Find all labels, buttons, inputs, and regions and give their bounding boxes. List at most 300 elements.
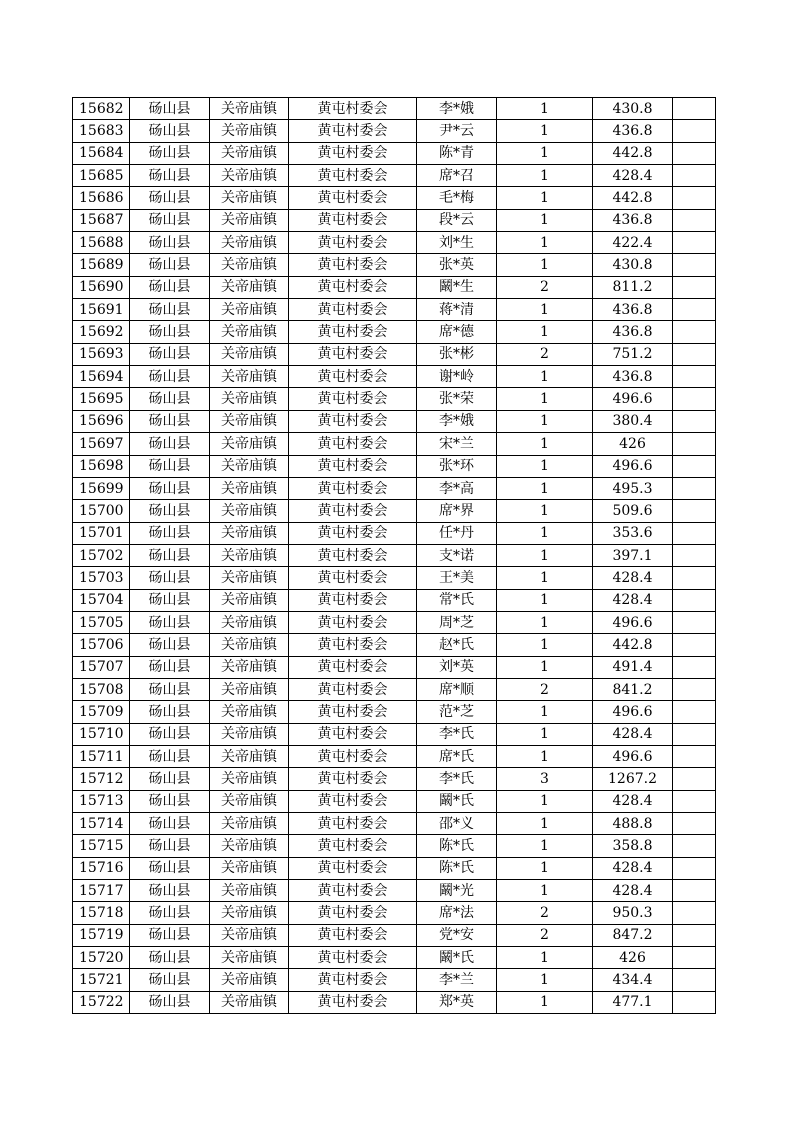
amount-cell: 495.3 bbox=[593, 477, 673, 499]
amount-cell: 509.6 bbox=[593, 500, 673, 522]
table-row bbox=[73, 455, 716, 477]
county-cell: 砀山县 bbox=[130, 142, 210, 164]
note-cell bbox=[673, 969, 716, 991]
name-cell: 毛*梅 bbox=[417, 187, 497, 209]
town-cell: 关帝庙镇 bbox=[210, 120, 289, 142]
county-cell: 砀山县 bbox=[130, 701, 210, 723]
table-row bbox=[73, 544, 716, 566]
amount-cell: 496.6 bbox=[593, 745, 673, 767]
note-cell bbox=[673, 723, 716, 745]
county-cell: 砀山县 bbox=[130, 410, 210, 432]
note-cell bbox=[673, 455, 716, 477]
note-cell bbox=[673, 947, 716, 969]
count-cell: 1 bbox=[497, 611, 593, 633]
note-cell bbox=[673, 142, 716, 164]
name-cell: 李*氏 bbox=[417, 768, 497, 790]
count-cell: 1 bbox=[497, 455, 593, 477]
note-cell bbox=[673, 835, 716, 857]
record-number: 15684 bbox=[73, 142, 130, 164]
amount-cell: 434.4 bbox=[593, 969, 673, 991]
county-cell: 砀山县 bbox=[130, 745, 210, 767]
name-cell: 蒋*清 bbox=[417, 299, 497, 321]
county-cell: 砀山县 bbox=[130, 947, 210, 969]
table-row bbox=[73, 835, 716, 857]
count-cell: 2 bbox=[497, 924, 593, 946]
name-cell: 席*法 bbox=[417, 902, 497, 924]
note-cell bbox=[673, 187, 716, 209]
note-cell bbox=[673, 254, 716, 276]
town-cell: 关帝庙镇 bbox=[210, 902, 289, 924]
note-cell bbox=[673, 701, 716, 723]
town-cell: 关帝庙镇 bbox=[210, 790, 289, 812]
county-cell: 砀山县 bbox=[130, 321, 210, 343]
village-cell: 黄屯村委会 bbox=[289, 455, 417, 477]
count-cell: 1 bbox=[497, 947, 593, 969]
table-row bbox=[73, 567, 716, 589]
record-number: 15710 bbox=[73, 723, 130, 745]
table-row bbox=[73, 165, 716, 187]
county-cell: 砀山县 bbox=[130, 656, 210, 678]
count-cell: 1 bbox=[497, 880, 593, 902]
amount-cell: 428.4 bbox=[593, 589, 673, 611]
county-cell: 砀山县 bbox=[130, 500, 210, 522]
note-cell bbox=[673, 902, 716, 924]
record-number: 15721 bbox=[73, 969, 130, 991]
amount-cell: 488.8 bbox=[593, 813, 673, 835]
name-cell: 谢*岭 bbox=[417, 366, 497, 388]
count-cell: 1 bbox=[497, 567, 593, 589]
note-cell bbox=[673, 880, 716, 902]
table-row bbox=[73, 656, 716, 678]
town-cell: 关帝庙镇 bbox=[210, 388, 289, 410]
table-row bbox=[73, 589, 716, 611]
record-number: 15704 bbox=[73, 589, 130, 611]
record-number: 15716 bbox=[73, 857, 130, 879]
count-cell: 1 bbox=[497, 120, 593, 142]
name-cell: 陈*氏 bbox=[417, 835, 497, 857]
note-cell bbox=[673, 477, 716, 499]
note-cell bbox=[673, 388, 716, 410]
amount-cell: 477.1 bbox=[593, 991, 673, 1013]
table-row bbox=[73, 790, 716, 812]
county-cell: 砀山县 bbox=[130, 678, 210, 700]
record-number: 15685 bbox=[73, 165, 130, 187]
note-cell bbox=[673, 120, 716, 142]
record-number: 15722 bbox=[73, 991, 130, 1013]
record-number: 15688 bbox=[73, 232, 130, 254]
town-cell: 关帝庙镇 bbox=[210, 433, 289, 455]
name-cell: 李*娥 bbox=[417, 98, 497, 120]
amount-cell: 428.4 bbox=[593, 567, 673, 589]
name-cell: 郑*英 bbox=[417, 991, 497, 1013]
table-row bbox=[73, 120, 716, 142]
count-cell: 1 bbox=[497, 656, 593, 678]
village-cell: 黄屯村委会 bbox=[289, 924, 417, 946]
amount-cell: 442.8 bbox=[593, 142, 673, 164]
record-number: 15713 bbox=[73, 790, 130, 812]
village-cell: 黄屯村委会 bbox=[289, 991, 417, 1013]
name-cell: 席*德 bbox=[417, 321, 497, 343]
note-cell bbox=[673, 522, 716, 544]
name-cell: 席*氏 bbox=[417, 745, 497, 767]
village-cell: 黄屯村委会 bbox=[289, 142, 417, 164]
name-cell: 常*氏 bbox=[417, 589, 497, 611]
amount-cell: 811.2 bbox=[593, 276, 673, 298]
count-cell: 1 bbox=[497, 165, 593, 187]
town-cell: 关帝庙镇 bbox=[210, 991, 289, 1013]
record-number: 15693 bbox=[73, 343, 130, 365]
table-row bbox=[73, 701, 716, 723]
village-cell: 黄屯村委会 bbox=[289, 656, 417, 678]
county-cell: 砀山县 bbox=[130, 232, 210, 254]
county-cell: 砀山县 bbox=[130, 299, 210, 321]
amount-cell: 430.8 bbox=[593, 254, 673, 276]
county-cell: 砀山县 bbox=[130, 388, 210, 410]
note-cell bbox=[673, 790, 716, 812]
record-number: 15715 bbox=[73, 835, 130, 857]
village-cell: 黄屯村委会 bbox=[289, 98, 417, 120]
town-cell: 关帝庙镇 bbox=[210, 500, 289, 522]
count-cell: 1 bbox=[497, 321, 593, 343]
record-number: 15714 bbox=[73, 813, 130, 835]
table-row bbox=[73, 813, 716, 835]
town-cell: 关帝庙镇 bbox=[210, 544, 289, 566]
table-row bbox=[73, 209, 716, 231]
note-cell bbox=[673, 433, 716, 455]
count-cell: 1 bbox=[497, 232, 593, 254]
amount-cell: 950.3 bbox=[593, 902, 673, 924]
note-cell bbox=[673, 410, 716, 432]
name-cell: 鬫*生 bbox=[417, 276, 497, 298]
table-row bbox=[73, 991, 716, 1013]
record-number: 15696 bbox=[73, 410, 130, 432]
name-cell: 鬫*氏 bbox=[417, 790, 497, 812]
county-cell: 砀山县 bbox=[130, 723, 210, 745]
record-number: 15705 bbox=[73, 611, 130, 633]
note-cell bbox=[673, 299, 716, 321]
village-cell: 黄屯村委会 bbox=[289, 835, 417, 857]
amount-cell: 426 bbox=[593, 947, 673, 969]
village-cell: 黄屯村委会 bbox=[289, 969, 417, 991]
name-cell: 邵*义 bbox=[417, 813, 497, 835]
county-cell: 砀山县 bbox=[130, 835, 210, 857]
amount-cell: 428.4 bbox=[593, 165, 673, 187]
village-cell: 黄屯村委会 bbox=[289, 254, 417, 276]
amount-cell: 426 bbox=[593, 433, 673, 455]
count-cell: 1 bbox=[497, 500, 593, 522]
town-cell: 关帝庙镇 bbox=[210, 321, 289, 343]
village-cell: 黄屯村委会 bbox=[289, 745, 417, 767]
village-cell: 黄屯村委会 bbox=[289, 366, 417, 388]
county-cell: 砀山县 bbox=[130, 857, 210, 879]
table-row bbox=[73, 768, 716, 790]
note-cell bbox=[673, 98, 716, 120]
name-cell: 陈*氏 bbox=[417, 857, 497, 879]
name-cell: 席*召 bbox=[417, 165, 497, 187]
name-cell: 张*环 bbox=[417, 455, 497, 477]
village-cell: 黄屯村委会 bbox=[289, 567, 417, 589]
town-cell: 关帝庙镇 bbox=[210, 723, 289, 745]
town-cell: 关帝庙镇 bbox=[210, 656, 289, 678]
county-cell: 砀山县 bbox=[130, 768, 210, 790]
village-cell: 黄屯村委会 bbox=[289, 343, 417, 365]
amount-cell: 428.4 bbox=[593, 723, 673, 745]
record-number: 15707 bbox=[73, 656, 130, 678]
town-cell: 关帝庙镇 bbox=[210, 455, 289, 477]
village-cell: 黄屯村委会 bbox=[289, 857, 417, 879]
table-row bbox=[73, 98, 716, 120]
table-row bbox=[73, 276, 716, 298]
town-cell: 关帝庙镇 bbox=[210, 165, 289, 187]
town-cell: 关帝庙镇 bbox=[210, 947, 289, 969]
record-number: 15717 bbox=[73, 880, 130, 902]
name-cell: 范*芝 bbox=[417, 701, 497, 723]
record-number: 15708 bbox=[73, 678, 130, 700]
count-cell: 1 bbox=[497, 209, 593, 231]
count-cell: 2 bbox=[497, 902, 593, 924]
count-cell: 3 bbox=[497, 768, 593, 790]
amount-cell: 428.4 bbox=[593, 790, 673, 812]
town-cell: 关帝庙镇 bbox=[210, 813, 289, 835]
county-cell: 砀山县 bbox=[130, 433, 210, 455]
record-number: 15695 bbox=[73, 388, 130, 410]
name-cell: 赵*氏 bbox=[417, 634, 497, 656]
record-number: 15711 bbox=[73, 745, 130, 767]
record-number: 15690 bbox=[73, 276, 130, 298]
county-cell: 砀山县 bbox=[130, 790, 210, 812]
town-cell: 关帝庙镇 bbox=[210, 410, 289, 432]
town-cell: 关帝庙镇 bbox=[210, 477, 289, 499]
note-cell bbox=[673, 544, 716, 566]
note-cell bbox=[673, 634, 716, 656]
count-cell: 1 bbox=[497, 98, 593, 120]
count-cell: 1 bbox=[497, 745, 593, 767]
town-cell: 关帝庙镇 bbox=[210, 969, 289, 991]
amount-cell: 436.8 bbox=[593, 366, 673, 388]
name-cell: 党*安 bbox=[417, 924, 497, 946]
table-row bbox=[73, 254, 716, 276]
record-number: 15686 bbox=[73, 187, 130, 209]
village-cell: 黄屯村委会 bbox=[289, 880, 417, 902]
record-number: 15720 bbox=[73, 947, 130, 969]
record-number: 15691 bbox=[73, 299, 130, 321]
note-cell bbox=[673, 611, 716, 633]
amount-cell: 442.8 bbox=[593, 634, 673, 656]
village-cell: 黄屯村委会 bbox=[289, 321, 417, 343]
record-number: 15706 bbox=[73, 634, 130, 656]
town-cell: 关帝庙镇 bbox=[210, 343, 289, 365]
note-cell bbox=[673, 500, 716, 522]
name-cell: 刘*英 bbox=[417, 656, 497, 678]
note-cell bbox=[673, 924, 716, 946]
county-cell: 砀山县 bbox=[130, 522, 210, 544]
amount-cell: 428.4 bbox=[593, 880, 673, 902]
county-cell: 砀山县 bbox=[130, 902, 210, 924]
name-cell: 刘*生 bbox=[417, 232, 497, 254]
count-cell: 1 bbox=[497, 634, 593, 656]
count-cell: 1 bbox=[497, 701, 593, 723]
county-cell: 砀山县 bbox=[130, 924, 210, 946]
town-cell: 关帝庙镇 bbox=[210, 589, 289, 611]
count-cell: 1 bbox=[497, 522, 593, 544]
count-cell: 1 bbox=[497, 299, 593, 321]
count-cell: 1 bbox=[497, 857, 593, 879]
name-cell: 席*界 bbox=[417, 500, 497, 522]
amount-cell: 1267.2 bbox=[593, 768, 673, 790]
town-cell: 关帝庙镇 bbox=[210, 187, 289, 209]
roster-body bbox=[73, 98, 716, 1014]
count-cell: 1 bbox=[497, 589, 593, 611]
county-cell: 砀山县 bbox=[130, 969, 210, 991]
village-cell: 黄屯村委会 bbox=[289, 187, 417, 209]
count-cell: 1 bbox=[497, 433, 593, 455]
name-cell: 周*芝 bbox=[417, 611, 497, 633]
name-cell: 张*荣 bbox=[417, 388, 497, 410]
amount-cell: 428.4 bbox=[593, 857, 673, 879]
table-row bbox=[73, 366, 716, 388]
record-number: 15698 bbox=[73, 455, 130, 477]
name-cell: 李*兰 bbox=[417, 969, 497, 991]
note-cell bbox=[673, 209, 716, 231]
county-cell: 砀山县 bbox=[130, 589, 210, 611]
village-cell: 黄屯村委会 bbox=[289, 902, 417, 924]
count-cell: 2 bbox=[497, 276, 593, 298]
table-row bbox=[73, 880, 716, 902]
count-cell: 1 bbox=[497, 991, 593, 1013]
record-number: 15718 bbox=[73, 902, 130, 924]
name-cell: 段*云 bbox=[417, 209, 497, 231]
record-number: 15687 bbox=[73, 209, 130, 231]
town-cell: 关帝庙镇 bbox=[210, 366, 289, 388]
village-cell: 黄屯村委会 bbox=[289, 723, 417, 745]
county-cell: 砀山县 bbox=[130, 544, 210, 566]
count-cell: 1 bbox=[497, 254, 593, 276]
table-row bbox=[73, 857, 716, 879]
amount-cell: 442.8 bbox=[593, 187, 673, 209]
note-cell bbox=[673, 678, 716, 700]
county-cell: 砀山县 bbox=[130, 276, 210, 298]
amount-cell: 422.4 bbox=[593, 232, 673, 254]
village-cell: 黄屯村委会 bbox=[289, 500, 417, 522]
record-number: 15683 bbox=[73, 120, 130, 142]
village-cell: 黄屯村委会 bbox=[289, 299, 417, 321]
count-cell: 1 bbox=[497, 969, 593, 991]
table-row bbox=[73, 187, 716, 209]
name-cell: 宋*兰 bbox=[417, 433, 497, 455]
table-row bbox=[73, 745, 716, 767]
note-cell bbox=[673, 366, 716, 388]
amount-cell: 380.4 bbox=[593, 410, 673, 432]
roster-table bbox=[72, 97, 716, 1014]
amount-cell: 436.8 bbox=[593, 120, 673, 142]
village-cell: 黄屯村委会 bbox=[289, 634, 417, 656]
village-cell: 黄屯村委会 bbox=[289, 544, 417, 566]
count-cell: 1 bbox=[497, 187, 593, 209]
county-cell: 砀山县 bbox=[130, 611, 210, 633]
note-cell bbox=[673, 857, 716, 879]
county-cell: 砀山县 bbox=[130, 813, 210, 835]
village-cell: 黄屯村委会 bbox=[289, 477, 417, 499]
county-cell: 砀山县 bbox=[130, 165, 210, 187]
record-number: 15702 bbox=[73, 544, 130, 566]
note-cell bbox=[673, 232, 716, 254]
amount-cell: 436.8 bbox=[593, 209, 673, 231]
name-cell: 席*顺 bbox=[417, 678, 497, 700]
county-cell: 砀山县 bbox=[130, 209, 210, 231]
village-cell: 黄屯村委会 bbox=[289, 433, 417, 455]
town-cell: 关帝庙镇 bbox=[210, 701, 289, 723]
table-row bbox=[73, 522, 716, 544]
record-number: 15692 bbox=[73, 321, 130, 343]
name-cell: 王*美 bbox=[417, 567, 497, 589]
count-cell: 1 bbox=[497, 477, 593, 499]
table-row bbox=[73, 969, 716, 991]
village-cell: 黄屯村委会 bbox=[289, 165, 417, 187]
record-number: 15709 bbox=[73, 701, 130, 723]
name-cell: 尹*云 bbox=[417, 120, 497, 142]
table-row bbox=[73, 947, 716, 969]
note-cell bbox=[673, 745, 716, 767]
town-cell: 关帝庙镇 bbox=[210, 299, 289, 321]
name-cell: 鬫*氏 bbox=[417, 947, 497, 969]
table-row bbox=[73, 634, 716, 656]
county-cell: 砀山县 bbox=[130, 634, 210, 656]
record-number: 15701 bbox=[73, 522, 130, 544]
table-row bbox=[73, 611, 716, 633]
village-cell: 黄屯村委会 bbox=[289, 276, 417, 298]
county-cell: 砀山县 bbox=[130, 567, 210, 589]
county-cell: 砀山县 bbox=[130, 455, 210, 477]
table-row bbox=[73, 678, 716, 700]
table-row bbox=[73, 924, 716, 946]
note-cell bbox=[673, 321, 716, 343]
count-cell: 1 bbox=[497, 835, 593, 857]
record-number: 15700 bbox=[73, 500, 130, 522]
village-cell: 黄屯村委会 bbox=[289, 611, 417, 633]
count-cell: 1 bbox=[497, 142, 593, 164]
amount-cell: 841.2 bbox=[593, 678, 673, 700]
amount-cell: 397.1 bbox=[593, 544, 673, 566]
count-cell: 1 bbox=[497, 388, 593, 410]
name-cell: 支*诺 bbox=[417, 544, 497, 566]
county-cell: 砀山县 bbox=[130, 254, 210, 276]
note-cell bbox=[673, 567, 716, 589]
record-number: 15712 bbox=[73, 768, 130, 790]
county-cell: 砀山县 bbox=[130, 98, 210, 120]
amount-cell: 751.2 bbox=[593, 343, 673, 365]
note-cell bbox=[673, 656, 716, 678]
town-cell: 关帝庙镇 bbox=[210, 745, 289, 767]
table-row bbox=[73, 500, 716, 522]
count-cell: 2 bbox=[497, 678, 593, 700]
town-cell: 关帝庙镇 bbox=[210, 678, 289, 700]
amount-cell: 353.6 bbox=[593, 522, 673, 544]
county-cell: 砀山县 bbox=[130, 880, 210, 902]
amount-cell: 496.6 bbox=[593, 611, 673, 633]
county-cell: 砀山县 bbox=[130, 343, 210, 365]
count-cell: 1 bbox=[497, 723, 593, 745]
table-row bbox=[73, 410, 716, 432]
note-cell bbox=[673, 768, 716, 790]
county-cell: 砀山县 bbox=[130, 120, 210, 142]
record-number: 15689 bbox=[73, 254, 130, 276]
record-number: 15703 bbox=[73, 567, 130, 589]
name-cell: 李*高 bbox=[417, 477, 497, 499]
village-cell: 黄屯村委会 bbox=[289, 813, 417, 835]
village-cell: 黄屯村委会 bbox=[289, 232, 417, 254]
town-cell: 关帝庙镇 bbox=[210, 209, 289, 231]
count-cell: 1 bbox=[497, 410, 593, 432]
